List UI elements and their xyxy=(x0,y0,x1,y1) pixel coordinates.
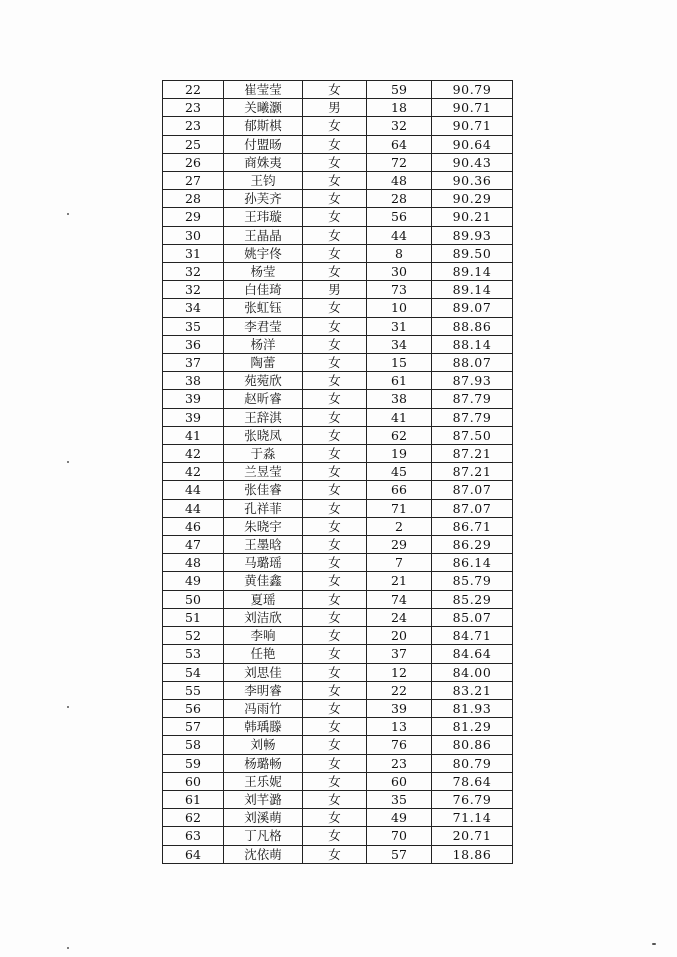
rank-cell: 41 xyxy=(163,426,224,444)
table-row xyxy=(163,190,513,208)
number-cell: 41 xyxy=(367,408,432,426)
gender-cell: 女 xyxy=(303,408,367,426)
score-cell: 87.21 xyxy=(432,445,513,463)
rank-cell: 34 xyxy=(163,299,224,317)
rank-cell: 26 xyxy=(163,153,224,171)
name-cell: 李君莹 xyxy=(224,317,303,335)
number-cell: 73 xyxy=(367,281,432,299)
gender-cell: 女 xyxy=(303,263,367,281)
gender-cell: 女 xyxy=(303,190,367,208)
name-cell: 孔祥菲 xyxy=(224,499,303,517)
number-cell: 44 xyxy=(367,226,432,244)
name-cell: 崔莹莹 xyxy=(224,81,303,99)
gender-cell: 女 xyxy=(303,754,367,772)
name-cell: 杨莹 xyxy=(224,263,303,281)
results-table xyxy=(162,80,513,864)
name-cell: 兰昱莹 xyxy=(224,463,303,481)
table-row xyxy=(163,281,513,299)
score-cell: 76.79 xyxy=(432,790,513,808)
name-cell: 李响 xyxy=(224,627,303,645)
score-cell: 90.36 xyxy=(432,172,513,190)
table-row xyxy=(163,517,513,535)
gender-cell: 女 xyxy=(303,572,367,590)
number-cell: 76 xyxy=(367,736,432,754)
number-cell: 48 xyxy=(367,172,432,190)
table-row xyxy=(163,699,513,717)
name-cell: 刘思佳 xyxy=(224,663,303,681)
number-cell: 70 xyxy=(367,827,432,845)
name-cell: 朱晓宇 xyxy=(224,517,303,535)
number-cell: 18 xyxy=(367,99,432,117)
name-cell: 黄佳鑫 xyxy=(224,572,303,590)
gender-cell: 女 xyxy=(303,244,367,262)
name-cell: 王辞淇 xyxy=(224,408,303,426)
table-row xyxy=(163,172,513,190)
table-row xyxy=(163,645,513,663)
score-cell: 87.21 xyxy=(432,463,513,481)
number-cell: 29 xyxy=(367,536,432,554)
table-row xyxy=(163,809,513,827)
number-cell: 39 xyxy=(367,699,432,717)
table-row xyxy=(163,426,513,444)
name-cell: 任艳 xyxy=(224,645,303,663)
table-row xyxy=(163,663,513,681)
rank-cell: 36 xyxy=(163,335,224,353)
table-row xyxy=(163,681,513,699)
score-cell: 90.64 xyxy=(432,135,513,153)
gender-cell: 女 xyxy=(303,81,367,99)
rank-cell: 42 xyxy=(163,463,224,481)
rank-cell: 22 xyxy=(163,81,224,99)
table-row xyxy=(163,299,513,317)
gender-cell: 女 xyxy=(303,663,367,681)
table-row xyxy=(163,226,513,244)
table-row xyxy=(163,317,513,335)
rank-cell: 60 xyxy=(163,772,224,790)
name-cell: 王钧 xyxy=(224,172,303,190)
number-cell: 23 xyxy=(367,754,432,772)
rank-cell: 58 xyxy=(163,736,224,754)
number-cell: 30 xyxy=(367,263,432,281)
rank-cell: 37 xyxy=(163,354,224,372)
rank-cell: 42 xyxy=(163,445,224,463)
table-row xyxy=(163,445,513,463)
score-cell: 89.14 xyxy=(432,281,513,299)
table-row xyxy=(163,627,513,645)
rank-cell: 55 xyxy=(163,681,224,699)
number-cell: 35 xyxy=(367,790,432,808)
number-cell: 71 xyxy=(367,499,432,517)
gender-cell: 女 xyxy=(303,481,367,499)
table-row xyxy=(163,372,513,390)
gender-cell: 男 xyxy=(303,99,367,117)
score-cell: 87.50 xyxy=(432,426,513,444)
score-cell: 18.86 xyxy=(432,845,513,863)
score-cell: 89.50 xyxy=(432,244,513,262)
rank-cell: 44 xyxy=(163,481,224,499)
table-row xyxy=(163,390,513,408)
scan-speck xyxy=(67,706,69,708)
number-cell: 31 xyxy=(367,317,432,335)
gender-cell: 女 xyxy=(303,645,367,663)
table-body xyxy=(163,81,513,864)
number-cell: 59 xyxy=(367,81,432,99)
gender-cell: 女 xyxy=(303,699,367,717)
score-cell: 86.71 xyxy=(432,517,513,535)
score-cell: 84.71 xyxy=(432,627,513,645)
score-cell: 86.29 xyxy=(432,536,513,554)
number-cell: 32 xyxy=(367,117,432,135)
rank-cell: 32 xyxy=(163,281,224,299)
rank-cell: 46 xyxy=(163,517,224,535)
table-row xyxy=(163,153,513,171)
rank-cell: 51 xyxy=(163,608,224,626)
name-cell: 王晶晶 xyxy=(224,226,303,244)
score-cell: 88.07 xyxy=(432,354,513,372)
score-cell: 90.43 xyxy=(432,153,513,171)
rank-cell: 54 xyxy=(163,663,224,681)
table-row xyxy=(163,572,513,590)
table-row xyxy=(163,736,513,754)
rank-cell: 44 xyxy=(163,499,224,517)
number-cell: 20 xyxy=(367,627,432,645)
score-cell: 89.07 xyxy=(432,299,513,317)
table-row xyxy=(163,354,513,372)
name-cell: 郁斯棋 xyxy=(224,117,303,135)
gender-cell: 女 xyxy=(303,335,367,353)
table-row xyxy=(163,845,513,863)
score-cell: 81.93 xyxy=(432,699,513,717)
number-cell: 15 xyxy=(367,354,432,372)
table-row xyxy=(163,790,513,808)
table-row xyxy=(163,772,513,790)
name-cell: 沈依萌 xyxy=(224,845,303,863)
gender-cell: 女 xyxy=(303,536,367,554)
number-cell: 21 xyxy=(367,572,432,590)
gender-cell: 女 xyxy=(303,153,367,171)
rank-cell: 25 xyxy=(163,135,224,153)
gender-cell: 女 xyxy=(303,772,367,790)
rank-cell: 62 xyxy=(163,809,224,827)
name-cell: 李明睿 xyxy=(224,681,303,699)
table-row xyxy=(163,81,513,99)
score-cell: 71.14 xyxy=(432,809,513,827)
gender-cell: 女 xyxy=(303,226,367,244)
rank-cell: 57 xyxy=(163,718,224,736)
name-cell: 韩瑀滕 xyxy=(224,718,303,736)
score-cell: 85.29 xyxy=(432,590,513,608)
gender-cell: 女 xyxy=(303,372,367,390)
table-row xyxy=(163,554,513,572)
name-cell: 于淼 xyxy=(224,445,303,463)
table-row xyxy=(163,208,513,226)
score-cell: 90.21 xyxy=(432,208,513,226)
score-cell: 84.64 xyxy=(432,645,513,663)
name-cell: 陶蕾 xyxy=(224,354,303,372)
number-cell: 37 xyxy=(367,645,432,663)
score-cell: 85.79 xyxy=(432,572,513,590)
name-cell: 姚宇佟 xyxy=(224,244,303,262)
score-cell: 83.21 xyxy=(432,681,513,699)
rank-cell: 31 xyxy=(163,244,224,262)
number-cell: 7 xyxy=(367,554,432,572)
number-cell: 13 xyxy=(367,718,432,736)
gender-cell: 女 xyxy=(303,499,367,517)
scan-speck xyxy=(67,461,69,463)
rank-cell: 48 xyxy=(163,554,224,572)
score-cell: 80.79 xyxy=(432,754,513,772)
rank-cell: 23 xyxy=(163,99,224,117)
score-cell: 90.71 xyxy=(432,117,513,135)
rank-cell: 49 xyxy=(163,572,224,590)
score-cell: 90.29 xyxy=(432,190,513,208)
gender-cell: 女 xyxy=(303,736,367,754)
rank-cell: 47 xyxy=(163,536,224,554)
number-cell: 19 xyxy=(367,445,432,463)
rank-cell: 38 xyxy=(163,372,224,390)
score-cell: 86.14 xyxy=(432,554,513,572)
score-cell: 87.79 xyxy=(432,390,513,408)
gender-cell: 女 xyxy=(303,845,367,863)
gender-cell: 女 xyxy=(303,554,367,572)
rank-cell: 53 xyxy=(163,645,224,663)
number-cell: 34 xyxy=(367,335,432,353)
table-row xyxy=(163,536,513,554)
gender-cell: 女 xyxy=(303,809,367,827)
table-row xyxy=(163,590,513,608)
gender-cell: 女 xyxy=(303,790,367,808)
number-cell: 12 xyxy=(367,663,432,681)
gender-cell: 女 xyxy=(303,463,367,481)
gender-cell: 女 xyxy=(303,827,367,845)
gender-cell: 女 xyxy=(303,117,367,135)
number-cell: 2 xyxy=(367,517,432,535)
gender-cell: 女 xyxy=(303,390,367,408)
rank-cell: 27 xyxy=(163,172,224,190)
name-cell: 刘溪萌 xyxy=(224,809,303,827)
score-cell: 88.14 xyxy=(432,335,513,353)
gender-cell: 女 xyxy=(303,718,367,736)
scan-speck xyxy=(652,943,656,945)
scan-speck xyxy=(67,213,69,215)
gender-cell: 女 xyxy=(303,590,367,608)
table-row xyxy=(163,463,513,481)
table-row xyxy=(163,99,513,117)
score-cell: 89.93 xyxy=(432,226,513,244)
table-row xyxy=(163,754,513,772)
name-cell: 王乐妮 xyxy=(224,772,303,790)
score-cell: 90.79 xyxy=(432,81,513,99)
number-cell: 49 xyxy=(367,809,432,827)
number-cell: 66 xyxy=(367,481,432,499)
name-cell: 张佳睿 xyxy=(224,481,303,499)
score-cell: 89.14 xyxy=(432,263,513,281)
name-cell: 关曦灏 xyxy=(224,99,303,117)
number-cell: 57 xyxy=(367,845,432,863)
number-cell: 60 xyxy=(367,772,432,790)
table-row xyxy=(163,718,513,736)
rank-cell: 29 xyxy=(163,208,224,226)
name-cell: 张虹钰 xyxy=(224,299,303,317)
rank-cell: 52 xyxy=(163,627,224,645)
name-cell: 夏瑶 xyxy=(224,590,303,608)
name-cell: 张晓凤 xyxy=(224,426,303,444)
table-row xyxy=(163,135,513,153)
gender-cell: 女 xyxy=(303,426,367,444)
name-cell: 丁凡格 xyxy=(224,827,303,845)
rank-cell: 28 xyxy=(163,190,224,208)
number-cell: 22 xyxy=(367,681,432,699)
gender-cell: 女 xyxy=(303,208,367,226)
rank-cell: 63 xyxy=(163,827,224,845)
gender-cell: 女 xyxy=(303,681,367,699)
name-cell: 王玮璇 xyxy=(224,208,303,226)
score-cell: 88.86 xyxy=(432,317,513,335)
table-row xyxy=(163,499,513,517)
name-cell: 白佳琦 xyxy=(224,281,303,299)
gender-cell: 女 xyxy=(303,317,367,335)
name-cell: 杨璐畅 xyxy=(224,754,303,772)
score-cell: 85.07 xyxy=(432,608,513,626)
gender-cell: 女 xyxy=(303,172,367,190)
name-cell: 孙芙齐 xyxy=(224,190,303,208)
gender-cell: 男 xyxy=(303,281,367,299)
number-cell: 24 xyxy=(367,608,432,626)
number-cell: 72 xyxy=(367,153,432,171)
rank-cell: 39 xyxy=(163,390,224,408)
score-cell: 20.71 xyxy=(432,827,513,845)
name-cell: 苑菀欣 xyxy=(224,372,303,390)
number-cell: 45 xyxy=(367,463,432,481)
name-cell: 王墨晗 xyxy=(224,536,303,554)
name-cell: 冯雨竹 xyxy=(224,699,303,717)
gender-cell: 女 xyxy=(303,299,367,317)
name-cell: 杨洋 xyxy=(224,335,303,353)
number-cell: 61 xyxy=(367,372,432,390)
gender-cell: 女 xyxy=(303,445,367,463)
number-cell: 64 xyxy=(367,135,432,153)
rank-cell: 61 xyxy=(163,790,224,808)
score-cell: 87.07 xyxy=(432,499,513,517)
rank-cell: 35 xyxy=(163,317,224,335)
gender-cell: 女 xyxy=(303,517,367,535)
table-row xyxy=(163,335,513,353)
name-cell: 付盟旸 xyxy=(224,135,303,153)
name-cell: 刘洁欣 xyxy=(224,608,303,626)
rank-cell: 59 xyxy=(163,754,224,772)
number-cell: 74 xyxy=(367,590,432,608)
score-cell: 78.64 xyxy=(432,772,513,790)
number-cell: 10 xyxy=(367,299,432,317)
table-row xyxy=(163,117,513,135)
rank-cell: 50 xyxy=(163,590,224,608)
scan-speck xyxy=(67,947,69,949)
number-cell: 28 xyxy=(367,190,432,208)
rank-cell: 30 xyxy=(163,226,224,244)
number-cell: 56 xyxy=(367,208,432,226)
name-cell: 马璐瑶 xyxy=(224,554,303,572)
score-cell: 84.00 xyxy=(432,663,513,681)
score-cell: 81.29 xyxy=(432,718,513,736)
table-row xyxy=(163,827,513,845)
rank-cell: 56 xyxy=(163,699,224,717)
gender-cell: 女 xyxy=(303,608,367,626)
gender-cell: 女 xyxy=(303,135,367,153)
name-cell: 商姝夷 xyxy=(224,153,303,171)
score-cell: 87.07 xyxy=(432,481,513,499)
table-row xyxy=(163,481,513,499)
gender-cell: 女 xyxy=(303,627,367,645)
name-cell: 刘芊潞 xyxy=(224,790,303,808)
rank-cell: 23 xyxy=(163,117,224,135)
score-cell: 80.86 xyxy=(432,736,513,754)
number-cell: 8 xyxy=(367,244,432,262)
table-row xyxy=(163,608,513,626)
number-cell: 62 xyxy=(367,426,432,444)
score-cell: 90.71 xyxy=(432,99,513,117)
gender-cell: 女 xyxy=(303,354,367,372)
score-cell: 87.79 xyxy=(432,408,513,426)
number-cell: 38 xyxy=(367,390,432,408)
table-row xyxy=(163,408,513,426)
rank-cell: 32 xyxy=(163,263,224,281)
name-cell: 刘畅 xyxy=(224,736,303,754)
score-cell: 87.93 xyxy=(432,372,513,390)
table-row xyxy=(163,263,513,281)
table-row xyxy=(163,244,513,262)
name-cell: 赵昕睿 xyxy=(224,390,303,408)
rank-cell: 39 xyxy=(163,408,224,426)
rank-cell: 64 xyxy=(163,845,224,863)
